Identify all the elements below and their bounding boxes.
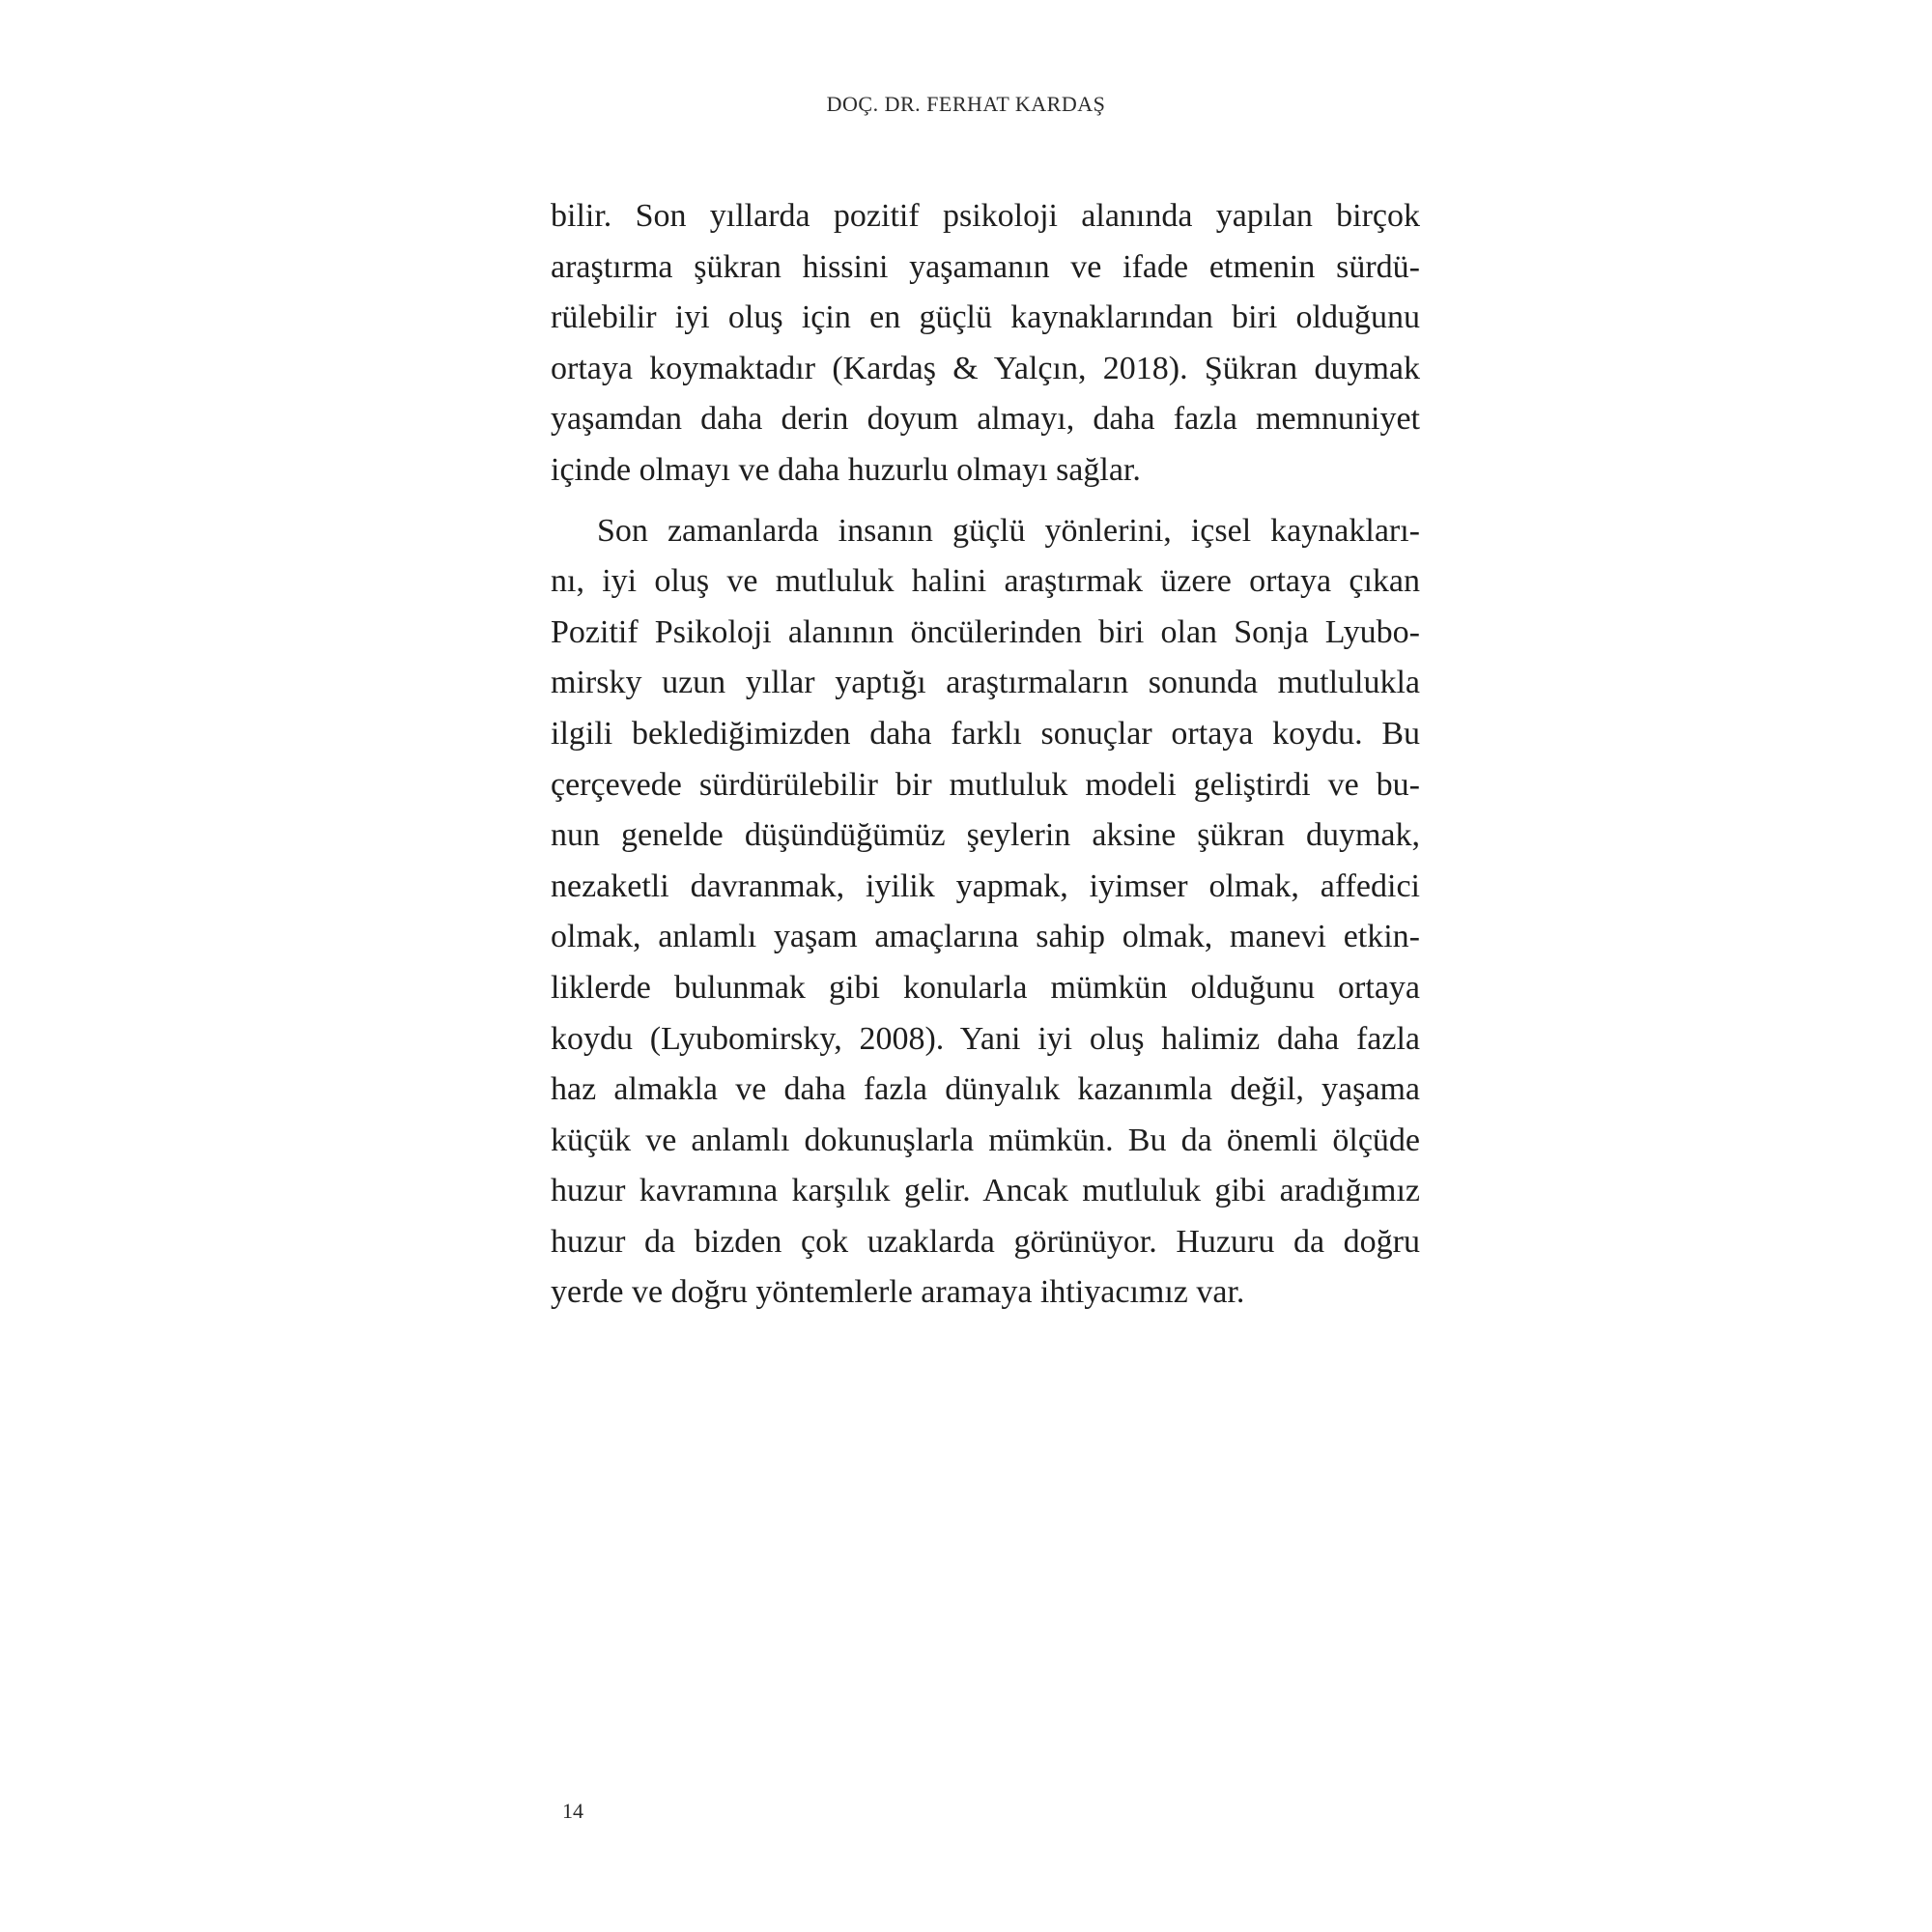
text-line: Pozitif Psikoloji alanının öncülerinden biri olan Sonja Lyubo-	[551, 613, 1420, 650]
text-line: huzur kavramına karşılık gelir. Ancak mutluluk gibi aradığımız	[551, 1173, 1420, 1209]
text-line: çerçevede sürdürülebilir bir mutluluk modeli geliştirdi ve bu-	[551, 766, 1420, 803]
text-line: nı, iyi oluş ve mutluluk halini araştırmak üzere ortaya çıkan	[551, 563, 1420, 600]
text-line: ilgili beklediğimizden daha farklı sonuçlar ortaya koydu. Bu	[551, 715, 1420, 752]
text-line: rülebilir iyi oluş için en güçlü kaynaklarından biri olduğunu	[551, 299, 1420, 336]
text-line: olmak, anlamlı yaşam amaçlarına sahip olmak, manevi etkin-	[551, 919, 1420, 955]
text-line: bilir. Son yıllarda pozitif psikoloji alanında yapılan birçok	[551, 198, 1420, 234]
text-line: ortaya koymaktadır (Kardaş & Yalçın, 2018). Şükran duymak	[551, 350, 1420, 386]
page-number: 14	[562, 1799, 583, 1823]
text-line: yaşamdan daha derin doyum almayı, daha fazla memnuniyet	[551, 401, 1420, 438]
paragraph-1	[551, 191, 1420, 497]
body-text	[551, 191, 1420, 1319]
text-line: huzur da bizden çok uzaklarda görünüyor. Huzuru da doğru	[551, 1223, 1420, 1260]
text-line: Son zamanlarda insanın güçlü yönlerini, içsel kaynakları-	[597, 512, 1420, 549]
text-line: liklerde bulunmak gibi konularla mümkün olduğunu ortaya	[551, 969, 1420, 1006]
text-line: haz almakla ve daha fazla dünyalık kazanımla değil, yaşama	[551, 1071, 1420, 1108]
paragraph-spacer	[551, 497, 1420, 506]
text-line: içinde olmayı ve daha huzurlu olmayı sağlar.	[551, 451, 1141, 488]
text-line: nun genelde düşündüğümüz şeylerin aksine şükran duymak,	[551, 817, 1420, 854]
text-line: mirsky uzun yıllar yaptığı araştırmaların sonunda mutlulukla	[551, 665, 1420, 701]
text-line: yerde ve doğru yöntemlerle aramaya ihtiyacımız var.	[551, 1274, 1245, 1311]
text-line: araştırma şükran hissini yaşamanın ve ifade etmenin sürdü-	[551, 248, 1420, 285]
running-header: DOÇ. DR. FERHAT KARDAŞ	[826, 92, 1106, 116]
text-line: küçük ve anlamlı dokunuşlarla mümkün. Bu da önemli ölçüde	[551, 1122, 1420, 1158]
paragraph-2	[551, 506, 1420, 1320]
text-line: koydu (Lyubomirsky, 2008). Yani iyi oluş halimiz daha fazla	[551, 1020, 1420, 1057]
text-line: nezaketli davranmak, iyilik yapmak, iyimser olmak, affedici	[551, 867, 1420, 904]
